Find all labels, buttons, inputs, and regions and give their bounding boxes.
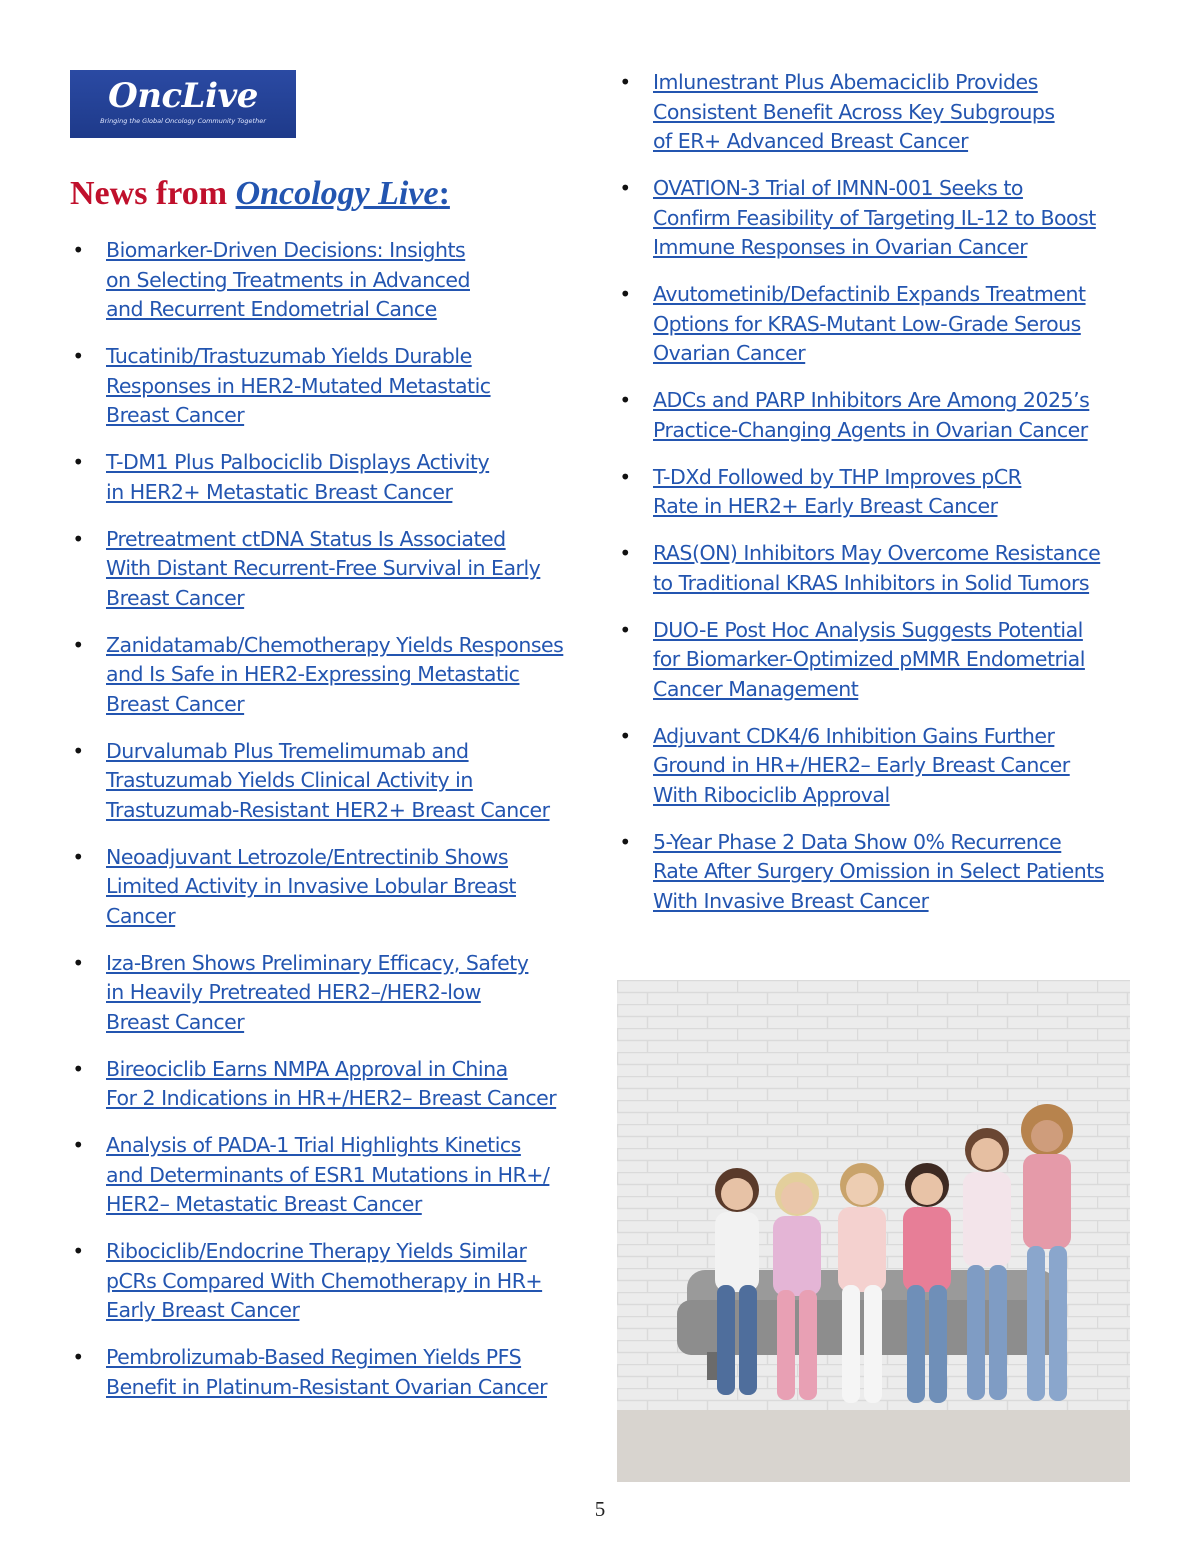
list-item	[70, 737, 590, 826]
bullet-icon: •	[72, 1239, 84, 1263]
article-link[interactable]: 5-Year Phase 2 Data Show 0% Recurrence Rate After Surgery Omission in Select Patients With Invasive Breast Cancer	[653, 829, 1104, 913]
list-item	[70, 631, 590, 720]
list-item	[70, 843, 590, 932]
list-item	[70, 448, 590, 507]
news-list-left	[70, 236, 590, 1420]
article-link[interactable]: T-DM1 Plus Palbociclib Displays Activity in HER2+ Metastatic Breast Cancer	[106, 450, 490, 504]
article-link[interactable]: RAS(ON) Inhibitors May Overcome Resistance to Traditional KRAS Inhibitors in Solid Tumors	[653, 541, 1101, 595]
bullet-icon: •	[72, 526, 84, 551]
article-link[interactable]: Pembrolizumab-Based Regimen Yields PFS Benefit in Platinum-Resistant Ovarian Cancer	[106, 1345, 548, 1399]
list-item	[617, 174, 1147, 263]
list-item	[70, 342, 590, 431]
list-item	[70, 1237, 590, 1326]
article-link[interactable]: Analysis of PADA-1 Trial Highlights Kinetics and Determinants of ESR1 Mutations in HR+/ HER2– Metastatic Breast Cancer	[106, 1133, 550, 1216]
list-item	[70, 1131, 590, 1220]
onclive-logo[interactable]	[70, 70, 296, 138]
logo-tagline: Bringing the Global Oncology Community Together	[100, 117, 266, 125]
list-item	[617, 539, 1147, 598]
article-link[interactable]: ADCs and PARP Inhibitors Are Among 2025’s Practice-Changing Agents in Ovarian Cancer	[653, 388, 1090, 442]
list-item	[70, 525, 590, 614]
bullet-icon: •	[72, 1345, 84, 1369]
bullet-icon: •	[72, 450, 84, 474]
heading-prefix: News from	[70, 175, 236, 212]
list-item	[617, 463, 1147, 522]
article-link[interactable]: Adjuvant CDK4/6 Inhibition Gains Further Ground in HR+/HER2– Early Breast Cancer With Ribociclib Approval	[653, 723, 1070, 807]
bullet-icon: •	[619, 541, 631, 565]
list-item	[617, 68, 1147, 157]
list-item	[70, 236, 590, 325]
bullet-icon: •	[72, 1056, 84, 1081]
list-item	[617, 616, 1147, 705]
bullet-icon: •	[619, 829, 631, 854]
bullet-icon: •	[619, 723, 631, 748]
article-link[interactable]: DUO-E Post Hoc Analysis Suggests Potential for Biomarker-Optimized pMMR Endometrial Cancer Management	[653, 617, 1085, 701]
article-link[interactable]: Imlunestrant Plus Abemaciclib Provides Consistent Benefit Across Key Subgroups of ER+ Advanced Breast Cancer	[653, 70, 1055, 153]
article-link[interactable]: Neoadjuvant Letrozole/Entrectinib Shows Limited Activity in Invasive Lobular Breast Cancer	[106, 844, 516, 928]
list-item	[617, 280, 1147, 369]
list-item	[70, 1055, 590, 1114]
bullet-icon: •	[72, 238, 84, 262]
bullet-icon: •	[619, 176, 631, 200]
bullet-icon: •	[72, 1133, 84, 1157]
bullet-icon: •	[72, 632, 84, 657]
news-list-right	[617, 68, 1147, 934]
bullet-icon: •	[72, 344, 84, 368]
article-link[interactable]: Bireociclib Earns NMPA Approval in China For 2 Indications in HR+/HER2– Breast Cancer	[106, 1056, 557, 1110]
logo-wordmark: OncLive	[108, 76, 258, 116]
bullet-icon: •	[619, 464, 631, 489]
article-link[interactable]: Durvalumab Plus Tremelimumab and Trastuzumab Yields Clinical Activity in Trastuzumab-Resistant HER2+ Breast Cancer	[106, 738, 550, 822]
list-item	[617, 386, 1147, 445]
bullet-icon: •	[619, 617, 631, 642]
list-item	[70, 1343, 590, 1402]
article-link[interactable]: Iza-Bren Shows Preliminary Efficacy, Safety in Heavily Pretreated HER2–/HER2-low Breast Cancer	[106, 950, 529, 1034]
article-link[interactable]: Ribociclib/Endocrine Therapy Yields Similar pCRs Compared With Chemotherapy in HR+ Early Breast Cancer	[106, 1239, 543, 1322]
group-photo	[617, 980, 1130, 1482]
article-link[interactable]: OVATION-3 Trial of IMNN-001 Seeks to Confirm Feasibility of Targeting IL-12 to Boost Immune Responses in Ovarian Cancer	[653, 176, 1096, 259]
bullet-icon: •	[619, 282, 631, 306]
bullet-icon: •	[72, 738, 84, 763]
bullet-icon: •	[72, 844, 84, 869]
article-link[interactable]: Tucatinib/Trastuzumab Yields Durable Responses in HER2-Mutated Metastatic Breast Cancer	[106, 344, 491, 427]
oncology-live-link[interactable]: Oncology Live	[235, 175, 439, 212]
bullet-icon: •	[619, 388, 631, 412]
article-link[interactable]: Pretreatment ctDNA Status Is Associated With Distant Recurrent-Free Survival in Early Breast Cancer	[106, 526, 541, 610]
article-link[interactable]: Zanidatamab/Chemotherapy Yields Responses and Is Safe in HER2-Expressing Metastatic Breast Cancer	[106, 632, 564, 716]
article-link[interactable]: Avutometinib/Defactinib Expands Treatment Options for KRAS-Mutant Low-Grade Serous Ovarian Cancer	[653, 282, 1086, 365]
group-photo-icon	[617, 980, 1130, 1482]
list-item	[617, 828, 1147, 917]
heading-suffix: :	[438, 175, 450, 212]
list-item	[70, 949, 590, 1038]
list-item	[617, 722, 1147, 811]
bullet-icon: •	[619, 70, 631, 94]
page-number: 5	[594, 1497, 606, 1521]
article-link[interactable]: Biomarker-Driven Decisions: Insights on Selecting Treatments in Advanced and Recurrent Endometrial Cance	[106, 238, 470, 321]
section-heading	[70, 172, 450, 216]
bullet-icon: •	[72, 950, 84, 975]
article-link[interactable]: T-DXd Followed by THP Improves pCR Rate in HER2+ Early Breast Cancer	[653, 464, 1022, 518]
